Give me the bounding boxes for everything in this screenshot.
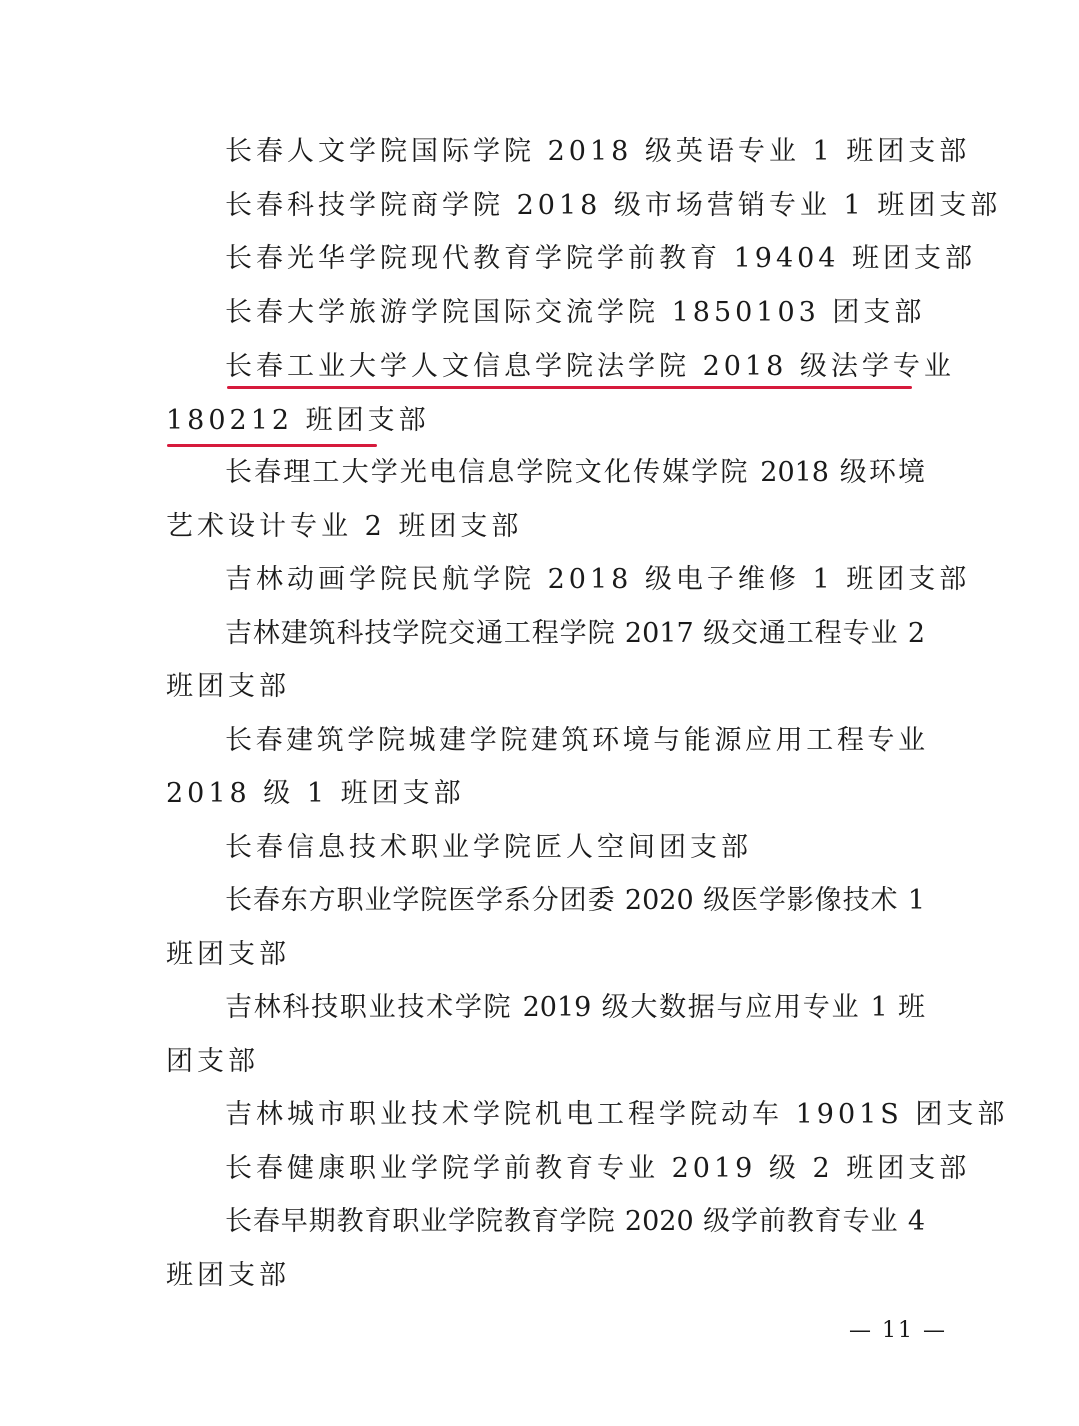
list-item: 吉林科技职业技术学院 2019 级大数据与应用专业 1 班	[225, 992, 925, 1023]
list-item: 长春东方职业学院医学系分团委 2020 级医学影像技术 1	[225, 885, 925, 916]
list-item: 长春健康职业学院学前教育专业 2019 级 2 班团支部	[225, 1153, 971, 1184]
list-item: 长春早期教育职业学院教育学院 2020 级学前教育专业 4	[225, 1206, 925, 1237]
list-item: 长春信息技术职业学院匠人空间团支部	[225, 832, 752, 863]
highlighted-list-item-continuation: 180212 班团支部	[166, 405, 430, 436]
red-underline	[227, 386, 912, 389]
list-item: 长春建筑学院城建学院建筑环境与能源应用工程专业	[225, 725, 925, 756]
highlighted-list-item: 长春工业大学人文信息学院法学院 2018 级法学专业	[225, 351, 955, 382]
list-item: 吉林动画学院民航学院 2018 级电子维修 1 班团支部	[225, 564, 971, 595]
page-number: — 11 —	[849, 1318, 947, 1343]
list-item-continuation: 班团支部	[166, 1260, 290, 1291]
list-item-continuation: 2018 级 1 班团支部	[166, 778, 465, 809]
list-item: 长春人文学院国际学院 2018 级英语专业 1 班团支部	[225, 136, 971, 167]
list-item: 长春理工大学光电信息学院文化传媒学院 2018 级环境	[225, 457, 925, 488]
list-item: 吉林建筑科技学院交通工程学院 2017 级交通工程专业 2	[225, 618, 925, 649]
red-underline	[167, 444, 377, 447]
list-item: 吉林城市职业技术学院机电工程学院动车 1901S 团支部	[225, 1099, 1009, 1130]
list-item: 长春光华学院现代教育学院学前教育 19404 班团支部	[225, 243, 977, 274]
list-item-continuation: 班团支部	[166, 671, 290, 702]
list-item-continuation: 班团支部	[166, 939, 290, 970]
list-item-continuation: 团支部	[166, 1046, 259, 1077]
list-item: 长春科技学院商学院 2018 级市场营销专业 1 班团支部	[225, 190, 1002, 221]
list-item: 长春大学旅游学院国际交流学院 1850103 团支部	[225, 297, 926, 328]
list-item-continuation: 艺术设计专业 2 班团支部	[166, 511, 523, 542]
